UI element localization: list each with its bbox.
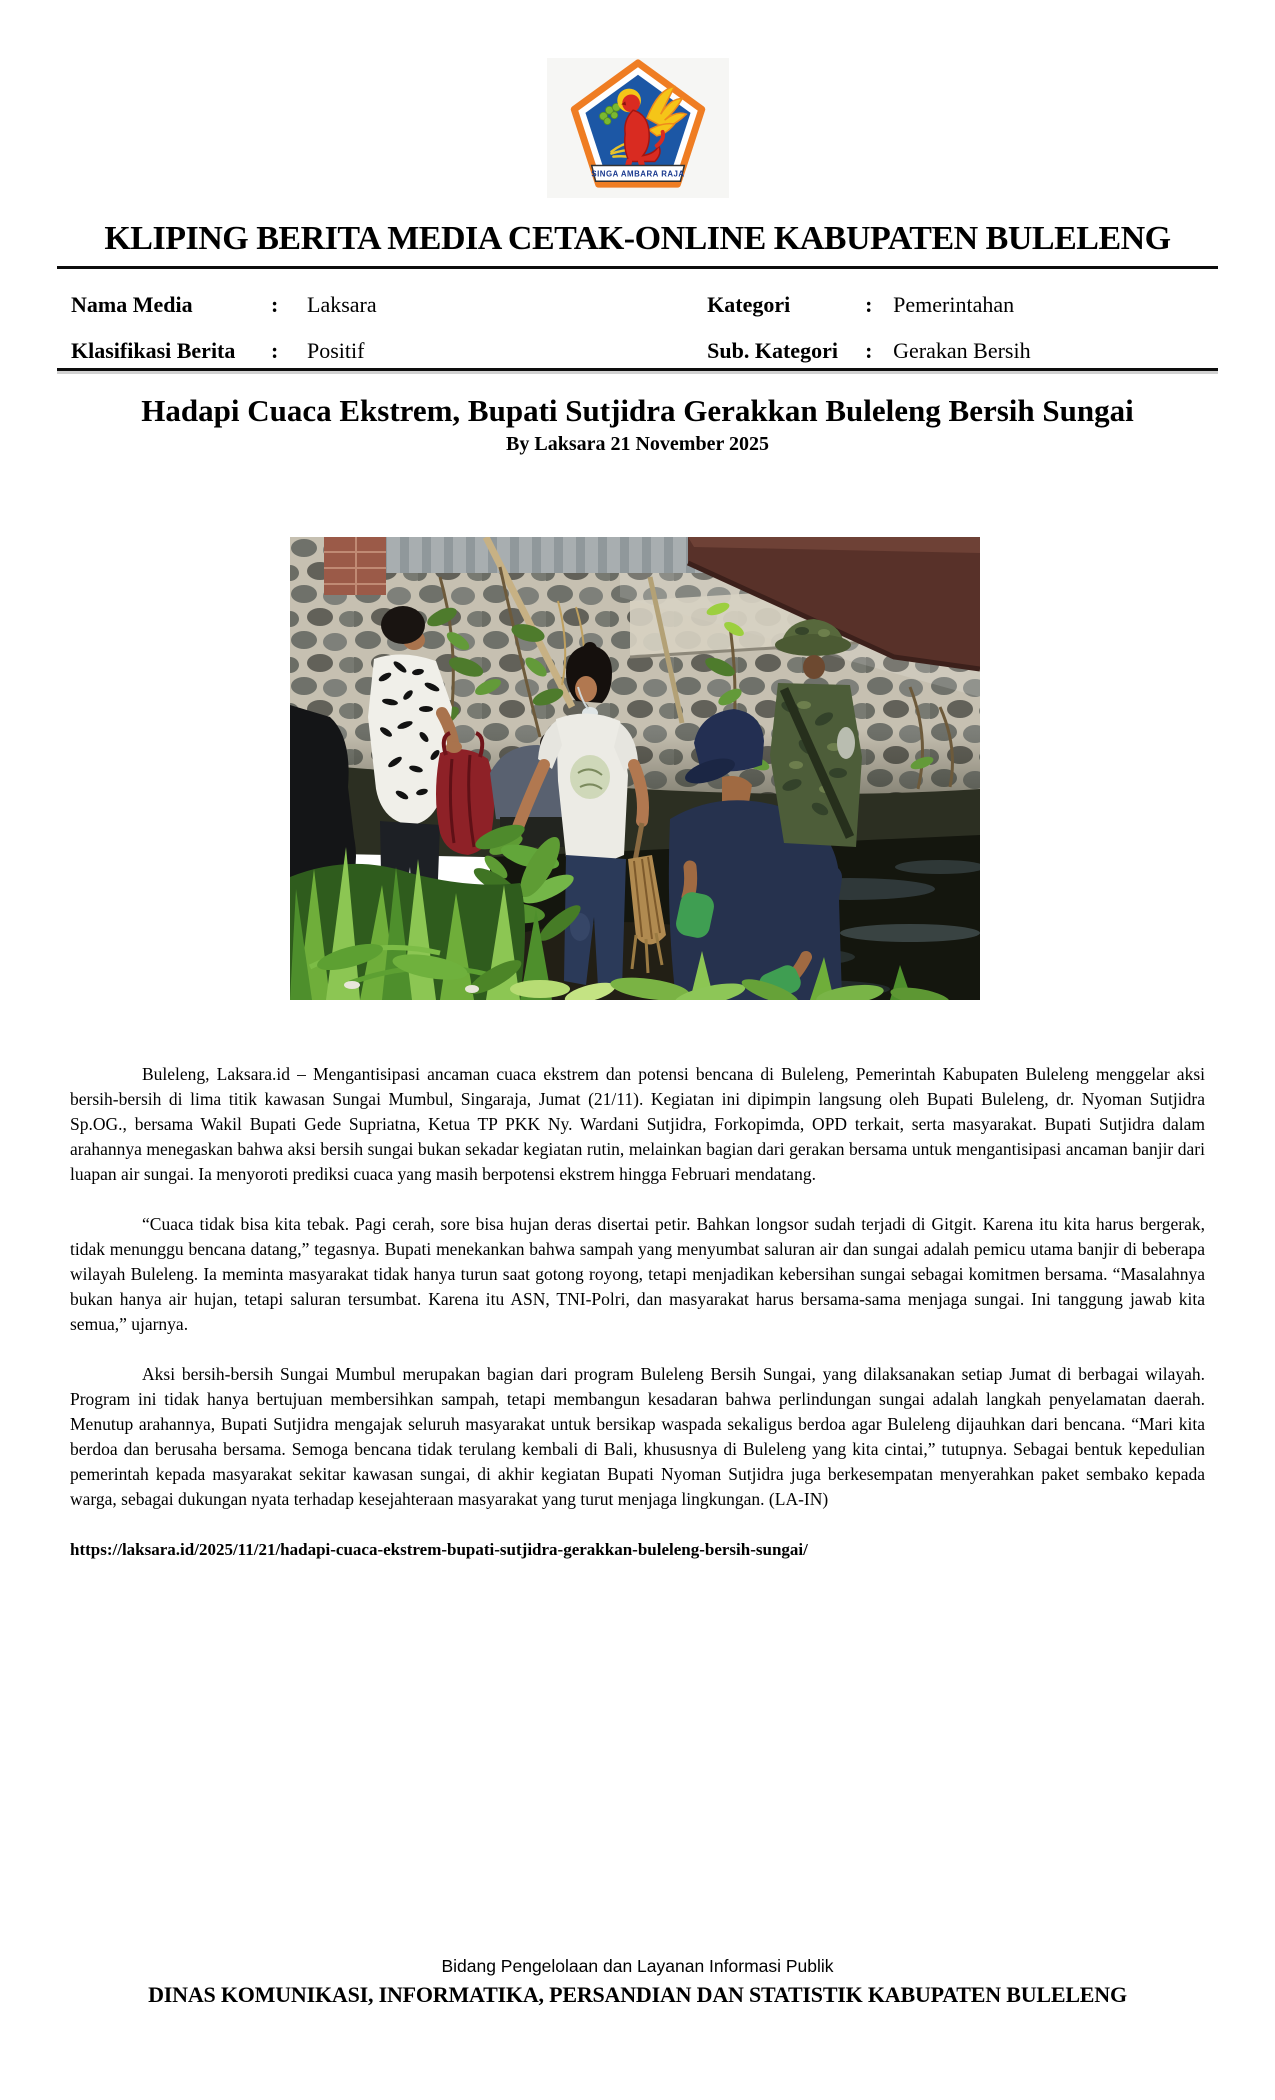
page-footer (0, 1956, 1275, 2008)
buleleng-logo (547, 58, 729, 198)
footer-department: Bidang Pengelolaan dan Layanan Informasi Publik (441, 1956, 834, 1976)
article-paragraph: “Cuaca tidak bisa kita tebak. Pagi cerah, sore bisa hujan deras disertai petir. Bahkan longsor sudah terjadi di Gitgit. Karena itu kita harus bergerak, tidak menunggu bencana datang,” tegasnya. Bupati menekankan bahwa sampah yang menyumbat saluran air dan sungai adalah pemicu utama banjir di beberapa wilayah Buleleng. Ia meminta masyarakat tidak hanya turun saat gotong royong, tetapi menjadikan kebersihan sungai sebagai komitmen bersama. “Masalahnya bukan hanya air hujan, tetapi saluran tersumbat. Karena itu ASN, TNI-Polri, dan masyarakat harus bersama-sama menjaga sungai. Ini tanggung jawab kita semua,” ujarnya. (70, 1214, 1205, 1334)
metadata-divider (57, 368, 1218, 371)
article-paragraph: Buleleng, Laksara.id – Mengantisipasi ancaman cuaca ekstrem dan potensi bencana di Buleleng, Pemerintah Kabupaten Buleleng menggelar aksi bersih-bersih di lima titik kawasan Sungai Mumbul, Singaraja, Jumat (21/11). Kegiatan ini dipimpin langsung oleh Bupati Buleleng, dr. Nyoman Sutjidra Sp.OG., bersama Wakil Bupati Gede Supriatna, Ketua TP PKK Ny. Wardani Sutjidra, Forkopimda, OPD terkait, serta masyarakat. Bupati Sutjidra dalam arahannya menegaskan bahwa aksi bersih sungai bukan sekadar kegiatan rutin, melainkan bagian dari gerakan bersama untuk mengantisipasi ancaman banjir dari luapan air sungai. Ia menyoroti prediksi cuaca yang masih berpotensi ekstrem hingga Februari mendatang. (70, 1064, 1205, 1184)
meta-label-klasifikasi: Klasifikasi Berita (71, 338, 236, 363)
page-title: KLIPING BERITA MEDIA CETAK-ONLINE KABUPATEN BULELENG (104, 220, 1171, 257)
meta-row-kategori (707, 282, 1218, 328)
meta-row-nama-media (57, 282, 707, 328)
meta-separator: : (865, 338, 873, 363)
article-paragraph: Aksi bersih-bersih Sungai Mumbul merupakan bagian dari program Buleleng Bersih Sungai, yang dilaksanakan setiap Jumat di berbagai wilayah. Program ini tidak hanya bertujuan membersihkan sampah, tetapi membangun kesadaran bahwa perlindungan sungai adalah langkah penyelamatan daerah. Menutup arahannya, Bupati Sutjidra mengajak seluruh masyarakat untuk bersikap waspada sekaligus berdoa agar Buleleng dijauhkan dari bencana. “Mari kita berdoa dan berusaha bersama. Semoga bencana tidak terulang kembali di Bali, khususnya di Buleleng yang kita cintai,” tutupnya. Sebagai bentuk kepedulian pemerintah kepada masyarakat sekitar kawasan sungai, di akhir kegiatan Bupati Nyoman Sutjidra juga berkesempatan menyerahkan paket sembako kepada warga, sebagai dukungan nyata terhadap kesejahteraan masyarakat yang turut menjaga lingkungan. (LA-IN) (70, 1364, 1205, 1509)
header-divider (57, 266, 1218, 269)
article-title: Hadapi Cuaca Ekstrem, Bupati Sutjidra Gerakkan Buleleng Bersih Sungai (141, 393, 1134, 428)
article-body (70, 1062, 1205, 1562)
article-photo (290, 537, 980, 1000)
meta-separator: : (865, 292, 873, 317)
meta-separator: : (271, 292, 279, 317)
meta-value-sub-kategori: Gerakan Bersih (893, 338, 1031, 363)
metadata-table (57, 282, 1218, 374)
logo-banner-text: SINGA AMBARA RAJA (590, 169, 685, 179)
meta-label-nama-media: Nama Media (71, 292, 193, 317)
buleleng-crest-icon (562, 59, 714, 197)
footer-agency: DINAS KOMUNIKASI, INFORMATIKA, PERSANDIAN DAN STATISTIK KABUPATEN BULELENG (148, 1982, 1127, 2007)
meta-label-kategori: Kategori (707, 292, 791, 317)
article-source-url[interactable]: https://laksara.id/2025/11/21/hadapi-cuaca-ekstrem-bupati-sutjidra-gerakkan-buleleng-bersih-sungai/ (70, 1540, 808, 1559)
meta-value-kategori: Pemerintahan (893, 292, 1015, 317)
meta-value-nama-media: Laksara (307, 292, 377, 317)
article-byline: By Laksara 21 November 2025 (506, 433, 769, 455)
meta-separator: : (271, 338, 279, 363)
meta-value-klasifikasi: Positif (307, 338, 365, 363)
river-cleanup-photo (290, 537, 980, 1000)
meta-label-sub-kategori: Sub. Kategori (707, 338, 838, 363)
